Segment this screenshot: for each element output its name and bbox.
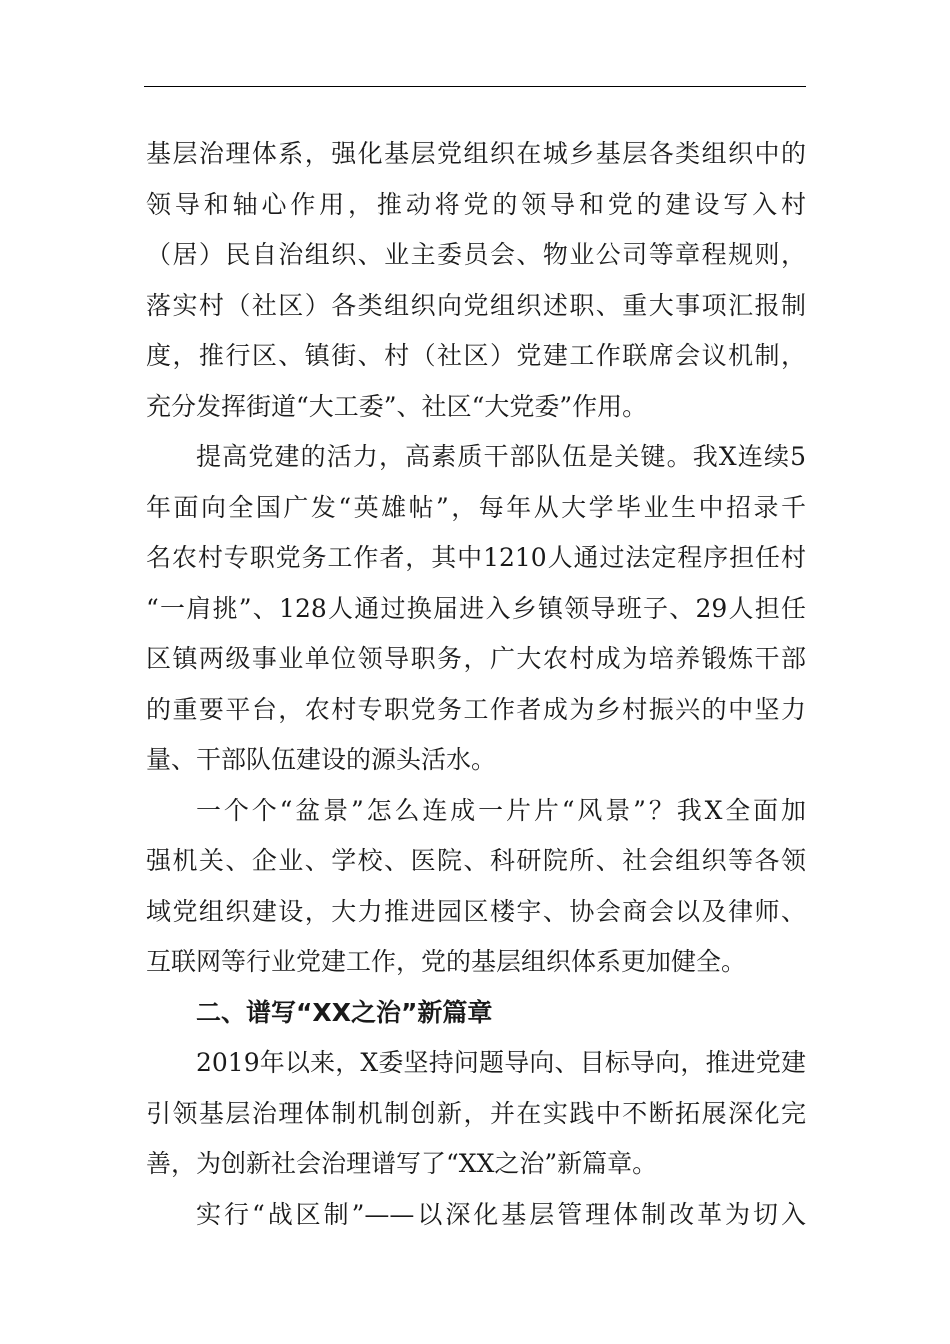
text-line: 领导和轴心作用，推动将党的领导和党的建设写入村: [146, 189, 806, 219]
header-rule: [144, 86, 806, 87]
text-line: 基层治理体系，强化基层党组织在城乡基层各类组织中的: [146, 139, 806, 168]
text-line: 引领基层治理体制机制创新，并在实践中不断拓展深化完: [146, 1098, 806, 1128]
text-line: 区镇两级事业单位领导职务，广大农村成为培养锻炼干部: [146, 644, 806, 673]
text-line: 名农村专职党务工作者，其中1210人通过法定程序担任村: [146, 543, 806, 572]
text-line: 强机关、企业、学校、医院、科研院所、社会组织等各领: [146, 846, 806, 875]
text-line: 的重要平台，农村专职党务工作者成为乡村振兴的中坚力: [146, 694, 806, 724]
text-line: 充分发挥街道“大工委”、社区“大党委”作用。: [146, 391, 648, 421]
paragraph-first-line: 2019年以来，X委坚持问题导向、目标导向，推进党建: [196, 1048, 806, 1077]
text-line: （居）民自治组织、业主委员会、物业公司等章程规则，: [146, 240, 806, 269]
text-line: 域党组织建设，大力推进园区楼宇、协会商会以及律师、: [146, 896, 806, 926]
paragraph-first-line: 一个个“盆景”怎么连成一片片“风景”？我X全面加: [196, 795, 806, 825]
text-line: “一肩挑”、128人通过换届进入乡镇领导班子、29人担任: [146, 593, 806, 623]
text-line: 落实村（社区）各类组织向党组织述职、重大事项汇报制: [146, 290, 806, 320]
text-line: 互联网等行业党建工作，党的基层组织体系更加健全。: [146, 947, 747, 976]
text-line: 度，推行区、镇街、村（社区）党建工作联席会议机制，: [146, 341, 806, 370]
document-body: [146, 129, 806, 1240]
paragraph-first-line: 提高党建的活力，高素质干部队伍是关键。我X连续5: [196, 442, 806, 471]
section-heading: 二、谱写“XX之治”新篇章: [196, 997, 493, 1027]
text-line: 年面向全国广发“英雄帖”，每年从大学毕业生中招录千: [146, 492, 806, 522]
text-line: 量、干部队伍建设的源头活水。: [146, 745, 497, 774]
paragraph-first-line: 实行“战区制”——以深化基层管理体制改革为切入: [196, 1199, 806, 1229]
text-line: 善，为创新社会治理谱写了“XX之治”新篇章。: [146, 1149, 658, 1178]
